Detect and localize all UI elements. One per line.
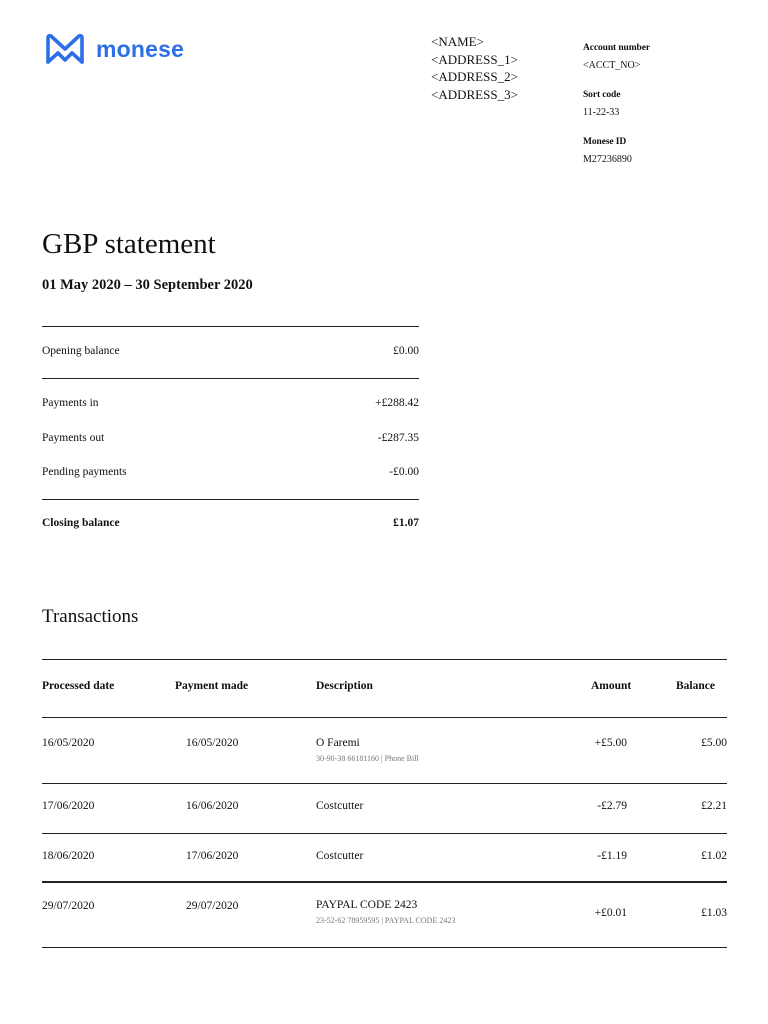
opening-balance-label: Opening balance [42, 345, 120, 357]
divider [42, 783, 727, 784]
row-4-detail: 23-52-62 78959595 | PAYPAL CODE 2423 [316, 916, 456, 925]
row-3-balance: £1.02 [701, 850, 727, 862]
divider [42, 499, 419, 500]
sort-code-label: Sort code [583, 90, 621, 100]
payments-out-label: Payments out [42, 432, 105, 444]
column-header-payment-made: Payment made [175, 680, 249, 692]
recipient-address [431, 33, 518, 103]
payments-in-value: +£288.42 [375, 397, 419, 409]
divider [42, 881, 727, 883]
divider [42, 326, 419, 327]
account-details [583, 43, 650, 184]
row-4-description: PAYPAL CODE 2423 [316, 899, 418, 911]
payments-out-value: -£287.35 [377, 432, 419, 444]
column-header-processed-date: Processed date [42, 680, 115, 692]
payments-in-label: Payments in [42, 397, 99, 409]
pending-payments-value: -£0.00 [389, 466, 419, 478]
row-2-description: Costcutter [316, 800, 364, 812]
account-number-label: Account number [583, 43, 650, 53]
monese-m-logo-icon [44, 32, 86, 66]
divider [42, 947, 727, 948]
row-2-processed-date: 17/06/2020 [42, 800, 95, 812]
account-number-value: <ACCT_NO> [583, 60, 641, 71]
row-3-processed-date: 18/06/2020 [42, 850, 95, 862]
row-4-processed-date: 29/07/2020 [42, 900, 95, 912]
monese-id-label: Monese ID [583, 137, 627, 147]
opening-balance-value: £0.00 [393, 345, 419, 357]
row-1-balance: £5.00 [701, 737, 727, 749]
payments-out-row [42, 432, 419, 444]
pending-payments-row [42, 466, 419, 478]
address-line-1: <ADDRESS_1> [431, 51, 518, 67]
closing-balance-row [42, 517, 419, 529]
recipient-name: <NAME> [431, 34, 484, 49]
divider [42, 833, 727, 834]
row-2-balance: £2.21 [701, 800, 727, 812]
row-2-payment-made: 16/06/2020 [186, 800, 239, 812]
divider [42, 378, 419, 379]
closing-balance-label: Closing balance [42, 517, 120, 529]
closing-balance-value: £1.07 [393, 517, 419, 529]
sort-code-value: 11-22-33 [583, 107, 620, 118]
row-4-amount: +£0.01 [594, 907, 627, 919]
opening-balance-row [42, 345, 419, 357]
row-1-detail: 30-90-38 66181160 | Phone Bill [316, 754, 419, 763]
divider [42, 717, 727, 718]
column-header-description: Description [316, 680, 373, 692]
row-1-description: O Faremi [316, 737, 360, 749]
row-3-amount: -£1.19 [597, 850, 627, 862]
brand-name: monese [96, 35, 185, 62]
statement-period: 01 May 2020 – 30 September 2020 [42, 277, 253, 293]
payments-in-row [42, 397, 419, 409]
statement-title: GBP statement [42, 228, 216, 260]
row-1-payment-made: 16/05/2020 [186, 737, 239, 749]
row-4-payment-made: 29/07/2020 [186, 900, 239, 912]
monese-logo [44, 32, 184, 66]
row-3-payment-made: 17/06/2020 [186, 850, 239, 862]
row-1-amount: +£5.00 [594, 737, 627, 749]
row-1-processed-date: 16/05/2020 [42, 737, 95, 749]
monese-id-value: M27236890 [583, 154, 632, 165]
column-header-amount: Amount [591, 680, 632, 692]
row-2-amount: -£2.79 [597, 800, 627, 812]
transactions-heading: Transactions [42, 606, 139, 627]
row-4-balance: £1.03 [701, 907, 727, 919]
pending-payments-label: Pending payments [42, 466, 127, 478]
column-header-balance: Balance [676, 680, 715, 692]
row-3-description: Costcutter [316, 850, 364, 862]
address-line-3: <ADDRESS_3> [431, 86, 518, 102]
address-line-2: <ADDRESS_2> [431, 69, 518, 84]
divider [42, 659, 727, 660]
